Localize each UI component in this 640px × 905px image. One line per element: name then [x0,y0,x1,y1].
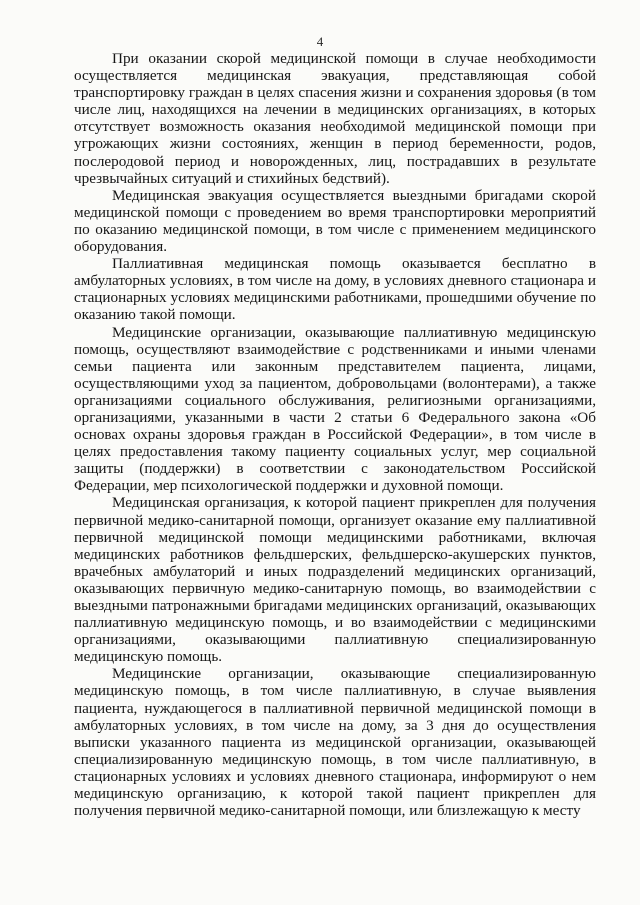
paragraph-specialized-palliative: Медицинские организации, оказывающие специализированную медицинскую помощь, в том числе паллиативную, в случае выявления пациента, нуждающегося в паллиативной первичной медицинской помощи в амбулаторных условиях, в том числе на дому, за 3 дня до осуществления выписки указанного пациента из медицинской организации, оказывающей специализированную медицинскую помощь, в том числе паллиативную, в стационарных условиях и условиях дневного стационара, информируют о нем медицинскую организацию, к которой такой пациент прикреплен для получения первичной медико-санитарной помощи, или близлежащую к месту [74,665,596,820]
paragraph-palliative-interaction: Медицинские организации, оказывающие паллиативную медицинскую помощь, осуществляют взаимодействие с родственниками и иными членами семьи пациента или законным представителем пациента, лицами, осуществляющими уход за пациентом, добровольцами (волонтерами), а также организациями социального обслуживания, религиозными организациями, организациями, указанными в части 2 статьи 6 Федерального закона «Об основах охраны здоровья граждан в Российской Федерации», в том числе в целях предоставления такому пациенту социальных услуг, мер социальной защиты (поддержки) в соответствии с законодательством Российской Федерации, мер психологической поддержки и духовной помощи. [74,323,596,495]
paragraph-evacuation-teams: Медицинская эвакуация осуществляется выездными бригадами скорой медицинской помощи с проведением во время транспортировки мероприятий по оказанию медицинской помощи, в том числе с применением медицинского оборудования. [74,186,596,256]
paragraph-palliative-care: Паллиативная медицинская помощь оказывается бесплатно в амбулаторных условиях, в том числе на дому, в условиях дневного стационара и стационарных условиях медицинскими работниками, прошедшими обучение по оказанию такой помощи. [74,255,596,324]
paragraph-primary-palliative: Медицинская организация, к которой пациент прикреплен для получения первичной медико-санитарной помощи, организует оказание ему паллиативной первичной медицинской помощи медицинскими работниками, включая медицинских работников фельдшерских, фельдшерско-акушерских пунктов, врачебных амбулаторий и иных подразделений медицинских организаций, оказывающих первичную медико-санитарную помощь, во взаимодействии с выездными патронажными бригадами медицинских организаций, оказывающих паллиативную медицинскую помощь, и во взаимодействии с медицинскими организациями, оказывающими паллиативную специализированную медицинскую помощь. [74,494,596,666]
document-body [74,50,596,819]
page-number: 4 [316,34,324,49]
paragraph-emergency-evacuation: При оказании скорой медицинской помощи в случае необходимости осуществляется медицинская эвакуация, представляющая собой транспортировку граждан в целях спасения жизни и сохранения здоровья (в том числе лиц, находящихся на лечении в медицинских организациях, в которых отсутствует возможность оказания необходимой медицинской помощи при угрожающих жизни состояниях, женщин в период беременности, родов, послеродовой период и новорожденных, лиц, пострадавших в результате чрезвычайных ситуаций и стихийных бедствий). [74,50,596,187]
